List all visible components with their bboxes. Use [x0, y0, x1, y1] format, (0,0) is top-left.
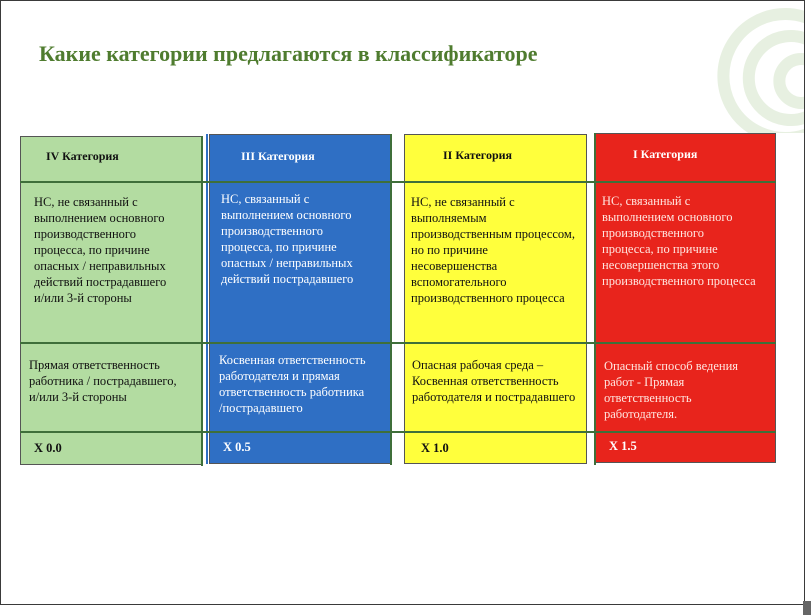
category-ii-coefficient: X 1.0 [421, 441, 449, 455]
text-line: выполнением основного [221, 208, 352, 222]
column-divider [201, 136, 203, 466]
text-line: опасных / неправильных [221, 256, 353, 270]
text-line: и/или 3-й стороны [34, 291, 132, 305]
category-iii-description [221, 191, 353, 287]
text-line: Опасная рабочая среда – [412, 358, 544, 372]
category-iv-description [34, 194, 166, 306]
text-line: вспомогательного [411, 275, 507, 289]
category-i-header: I Категория [633, 147, 698, 161]
column-divider [594, 133, 596, 465]
text-line: и/или 3-й стороны [29, 390, 127, 404]
category-i-description [602, 193, 756, 289]
text-line: работ - Прямая [604, 375, 685, 389]
scrollbar-corner [803, 601, 811, 615]
text-line: Косвенная ответственность [219, 353, 366, 367]
text-line: несовершенства [411, 259, 498, 273]
category-iii-coefficient: X 0.5 [223, 440, 251, 454]
text-line: процесса, по причине [602, 242, 718, 256]
text-line: НС, связанный с [602, 194, 691, 208]
text-line: НС, не связанный с [34, 195, 138, 209]
text-line: производственного [221, 224, 323, 238]
logo-watermark-icon [674, 3, 805, 133]
text-line: работодателя и пострадавшего [412, 390, 576, 404]
text-line: производственного процесса [411, 291, 565, 305]
category-ii-header: II Категория [443, 148, 513, 162]
category-i-coefficient: X 1.5 [609, 439, 637, 453]
text-line: НС, не связанный с [411, 195, 515, 209]
row-divider [20, 431, 776, 433]
category-ii-responsibility [412, 357, 575, 405]
text-line: действий пострадавшего [221, 272, 354, 286]
row-divider [20, 342, 776, 344]
text-line: работодателя и прямая [219, 369, 340, 383]
category-iv-coefficient: X 0.0 [34, 441, 62, 455]
text-line: ответственность работника [219, 385, 365, 399]
category-iv-responsibility [29, 357, 177, 405]
text-line: производственного [34, 227, 136, 241]
text-line: выполняемым [411, 211, 487, 225]
text-line: выполнением основного [34, 211, 165, 225]
text-line: производственного процесса [602, 274, 756, 288]
text-line: несовершенства этого [602, 258, 720, 272]
text-line: действий пострадавшего [34, 275, 167, 289]
text-line: производственным процессом, [411, 227, 575, 241]
text-line: работодателя. [604, 407, 678, 421]
text-line: процесса, по причине [34, 243, 150, 257]
category-ii-description [411, 194, 575, 306]
category-iv-header: IV Категория [46, 149, 119, 163]
category-i-responsibility [604, 358, 738, 422]
category-iii-header: III Категория [241, 149, 315, 163]
column-divider [390, 134, 392, 465]
category-iii-responsibility [219, 352, 366, 416]
text-line: НС, связанный с [221, 192, 310, 206]
text-line: Прямая ответственность [29, 358, 160, 372]
text-line: работника / пострадавшего, [29, 374, 177, 388]
text-line: производственного [602, 226, 704, 240]
page-title: Какие категории предлагаются в классификаторе [39, 41, 538, 66]
text-line: Опасный способ ведения [604, 359, 739, 373]
text-line: но по причине [411, 243, 488, 257]
row-divider [20, 181, 776, 183]
text-line: ответственность [604, 391, 692, 405]
text-line: Косвенная ответственность [412, 374, 559, 388]
text-line: выполнением основного [602, 210, 733, 224]
text-line: процесса, по причине [221, 240, 337, 254]
text-line: опасных / неправильных [34, 259, 166, 273]
text-line: /пострадавшего [219, 401, 303, 415]
